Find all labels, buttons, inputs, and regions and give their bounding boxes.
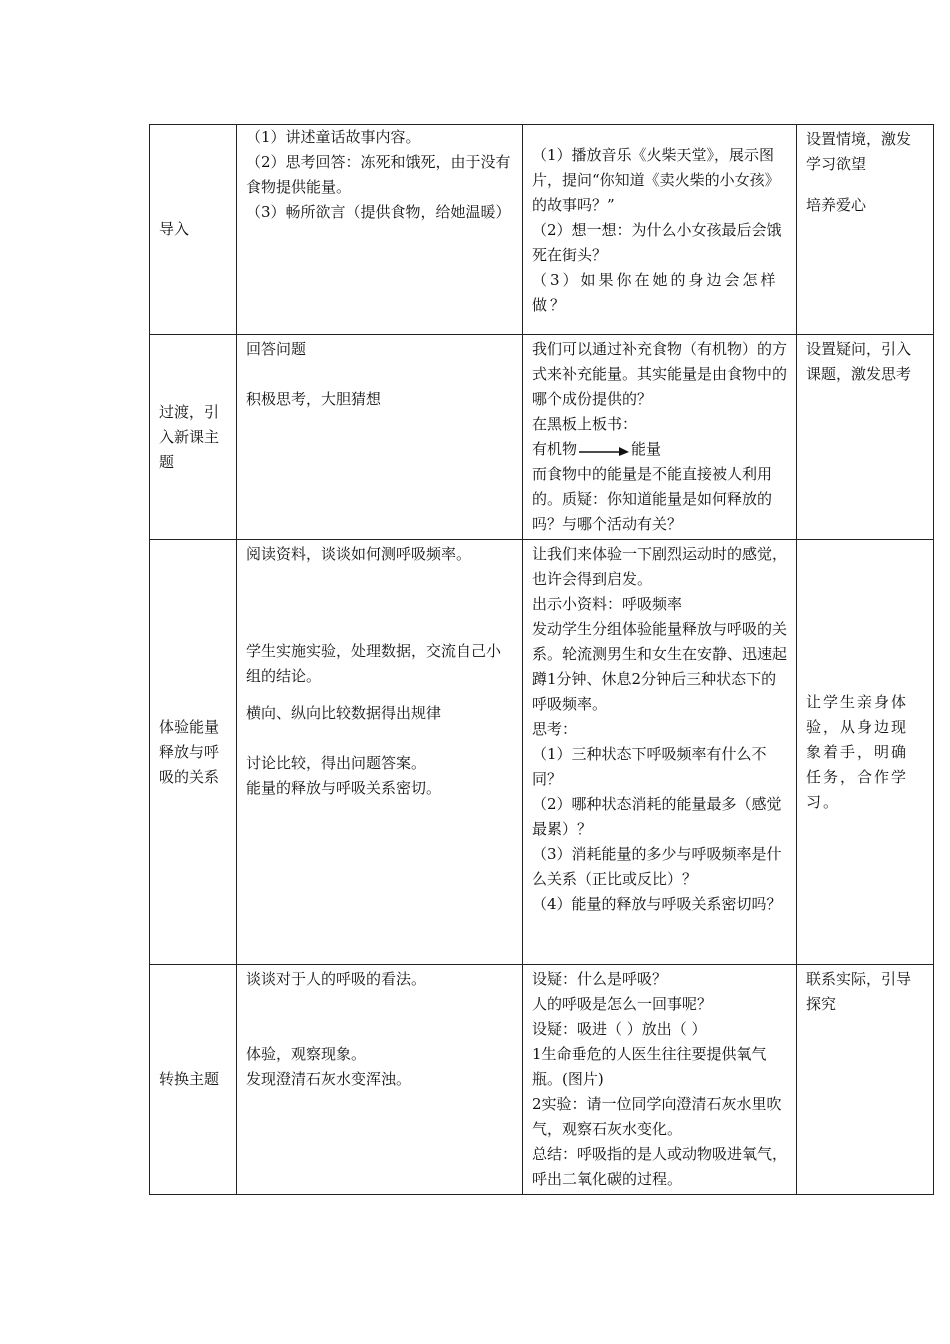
teacher-line: 我们可以通过补充食物（有机物）的方式来补充能量。其实能量是由食物中的哪个成份提供的？: [532, 340, 788, 408]
student-activity-cell: [237, 540, 523, 965]
teacher-line: 设疑：什么是呼吸？: [532, 970, 668, 988]
teacher-activity-cell: [523, 540, 797, 965]
intent-line: 设置情境，激发学习欲望: [806, 130, 912, 173]
student-line: 阅读资料，谈谈如何测呼吸频率。: [246, 545, 472, 563]
formula-target: 能量: [631, 440, 662, 458]
stage-cell: [150, 965, 237, 1195]
teacher-line: 总结：呼吸指的是人或动物吸进氧气，呼出二氧化碳的过程。: [532, 1145, 788, 1188]
student-line: 能量的释放与呼吸关系密切。: [246, 779, 442, 797]
table-row-intro: [150, 125, 934, 335]
teacher-line: 出示小资料：呼吸频率: [532, 595, 683, 613]
teacher-line: （3）如果你在她的身边会怎样做？: [532, 271, 779, 314]
intent-line: 培养爱心: [806, 196, 867, 214]
table-row-topic-switch: [150, 965, 934, 1195]
teacher-activity-cell: [523, 125, 797, 335]
student-line: 讨论比较，得出问题答案。: [246, 754, 427, 772]
stage-label: 体验能量释放与呼吸的关系: [159, 717, 220, 786]
blackboard-formula: [532, 437, 787, 462]
design-intent-cell: [797, 965, 934, 1195]
student-line: 谈谈对于人的呼吸的看法。: [246, 970, 427, 988]
stage-label: 过渡，引入新课主题: [159, 402, 220, 471]
stage-label: 转换主题: [159, 1070, 220, 1088]
table-row-transition: [150, 335, 934, 540]
teacher-activity-cell: [523, 965, 797, 1195]
student-line: 横向、纵向比较数据得出规律: [246, 704, 442, 722]
student-activity-cell: [237, 335, 523, 540]
student-line: （1）讲述童话故事内容。: [246, 128, 421, 146]
student-line: 积极思考，大胆猜想: [246, 390, 382, 408]
teacher-line: 2实验：请一位同学向澄清石灰水里吹气，观察石灰水变化。: [532, 1095, 782, 1138]
stage-cell: [150, 125, 237, 335]
teacher-line: 思考：: [532, 720, 578, 738]
teacher-line: 设疑：吸进（ ）放出（ ）: [532, 1020, 707, 1038]
teacher-line: 发动学生分组体验能量释放与呼吸的关系。轮流测男生和女生在安静、迅速起蹲1分钟、休息2分钟后三种状态下的呼吸频率。: [532, 620, 788, 713]
student-line: 回答问题: [246, 340, 307, 358]
intent-line: 让学生亲身体验，从身边现象着手，明确任务，合作学习。: [806, 692, 909, 811]
formula-source: 有机物: [532, 440, 578, 458]
teacher-line: （3）消耗能量的多少与呼吸频率是什么关系（正比或反比）？: [532, 845, 782, 888]
lesson-plan-table: [149, 124, 934, 1195]
teacher-line: （1）播放音乐《火柴天堂》，展示图片，提问“你知道《卖火柴的小女孩》的故事吗？”: [532, 146, 780, 214]
teacher-line: 人的呼吸是怎么一回事呢？: [532, 995, 713, 1013]
student-line: 学生实施实验，处理数据，交流自己小组的结论。: [246, 642, 502, 685]
stage-label: 导入: [159, 220, 190, 238]
teacher-line: （2）想一想：为什么小女孩最后会饿死在街头？: [532, 221, 782, 264]
design-intent-cell: [797, 335, 934, 540]
table-row-experience: [150, 540, 934, 965]
teacher-line: 在黑板上板书：: [532, 415, 638, 433]
student-activity-cell: [237, 965, 523, 1195]
stage-cell: [150, 335, 237, 540]
teacher-activity-cell: [523, 335, 797, 540]
student-line: 发现澄清石灰水变浑浊。: [246, 1070, 412, 1088]
stage-cell: [150, 540, 237, 965]
intent-line: 设置疑问，引入课题，激发思考: [806, 340, 912, 383]
teacher-line: （4）能量的释放与呼吸关系密切吗？: [532, 895, 782, 913]
design-intent-cell: [797, 125, 934, 335]
teacher-line: 1生命垂危的人医生往往要提供氧气瓶。(图片): [532, 1045, 767, 1088]
student-line: 体验，观察现象。: [246, 1045, 367, 1063]
teacher-line: 而食物中的能量是不能直接被人利用的。质疑：你知道能量是如何释放的吗？与哪个活动有关？: [532, 465, 773, 533]
intent-line: 联系实际，引导探究: [806, 970, 912, 1013]
student-line: （2）思考回答：冻死和饿死，由于没有食物提供能量。: [246, 153, 511, 196]
teacher-line: 让我们来体验一下剧烈运动时的感觉，也许会得到启发。: [532, 545, 788, 588]
student-activity-cell: [237, 125, 523, 335]
design-intent-cell: [797, 540, 934, 965]
teacher-line: （1）三种状态下呼吸频率有什么不同？: [532, 745, 767, 788]
right-arrow-icon: [579, 444, 629, 456]
student-line: （3）畅所欲言（提供食物，给她温暖）: [246, 203, 511, 221]
teacher-line: （2）哪种状态消耗的能量最多（感觉最累）？: [532, 795, 782, 838]
